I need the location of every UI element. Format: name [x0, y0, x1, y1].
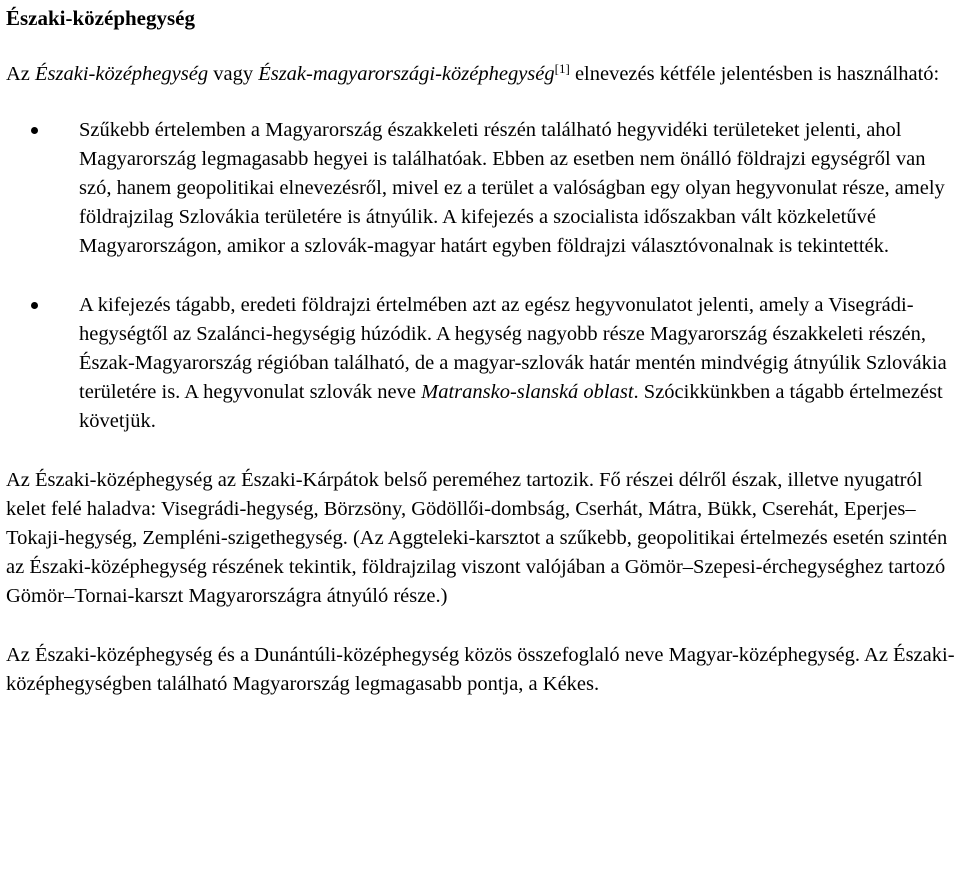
slovak-name-italic: Matransko-slanská oblast	[421, 381, 634, 403]
document-page	[6, 0, 956, 699]
body-paragraph-summary: Az Északi-középhegység és a Dunántúli-középhegység közös összefoglaló neve Magyar-középhegység. Az Északi-középhegységben található Magyarország legmagasabb pontja, a Kékes.	[6, 644, 955, 695]
footnote-reference-link[interactable]: [1]	[554, 61, 570, 76]
bullet-dot-icon	[31, 302, 38, 309]
intro-name-2: Észak-magyarországi-középhegység	[258, 63, 555, 85]
intro-paragraph	[6, 60, 956, 89]
list-item-text: Szűkebb értelemben a Magyarország északkeleti részén található hegyvidéki területeket jelenti, ahol Magyarország legmagasabb hegyei is találhatóak. Ebben az esetben nem önálló földrajzi egységről van szó, hanem geopolitikai elnevezésről, mivel ez a terület a valóságban egy olyan hegyvonulat része, amely földrajzilag Szlovákia területére is átnyúlik. A kifejezés a szocialista időszakban vált közkeletűvé Magyarországon, amikor a szlovák-magyar határt egyben földrajzi választóvonalnak is tekintették.	[79, 119, 945, 257]
list-item	[6, 291, 956, 436]
body-paragraph-regions: Az Északi-középhegység az Északi-Kárpátok belső pereméhez tartozik. Fő részei délről észak, illetve nyugatról kelet felé haladva: Visegrádi-hegység, Börzsöny, Gödöllői-dombság, Cserhát, Mátra, Bükk, Cserehát, Eperjes–Tokaji-hegység, Zempléni-szigethegység. (Az Aggteleki-karsztot a szűkebb, geopolitikai értelmezés esetén szintén az Északi-középhegység részének tekintik, földrajzilag viszont valójában a Gömör–Szepesi-érchegységhez tartozó Gömör–Tornai-karszt Magyarországra átnyúló része.)	[6, 469, 948, 607]
bullet-list	[6, 116, 956, 436]
list-item-text-after: . Szócikkünkben a tágabb értelmezést követjük.	[79, 381, 943, 432]
list-item-text-before: A kifejezés tágabb, eredeti földrajzi értelmében azt az egész hegyvonulatot jelenti, amely a Visegrádi-hegységtől az Szalánci-hegységig húzódik. A hegység nagyobb része Magyarország északkeleti részén, Észak-Magyarország régióban található, de a magyar-szlovák határ mentén mindvégig átnyúlik Szlovákia területére is. A hegyvonulat szlovák neve	[79, 294, 947, 403]
intro-text-1: Az	[6, 63, 36, 85]
bullet-dot-icon	[31, 127, 38, 134]
page-title: Északi-középhegység	[6, 6, 195, 30]
intro-name-1: Északi-középhegység	[35, 63, 209, 85]
intro-text-3: elnevezés kétféle jelentésben is használható:	[569, 63, 940, 85]
intro-text-2: vagy	[208, 63, 259, 85]
list-item	[6, 116, 956, 261]
